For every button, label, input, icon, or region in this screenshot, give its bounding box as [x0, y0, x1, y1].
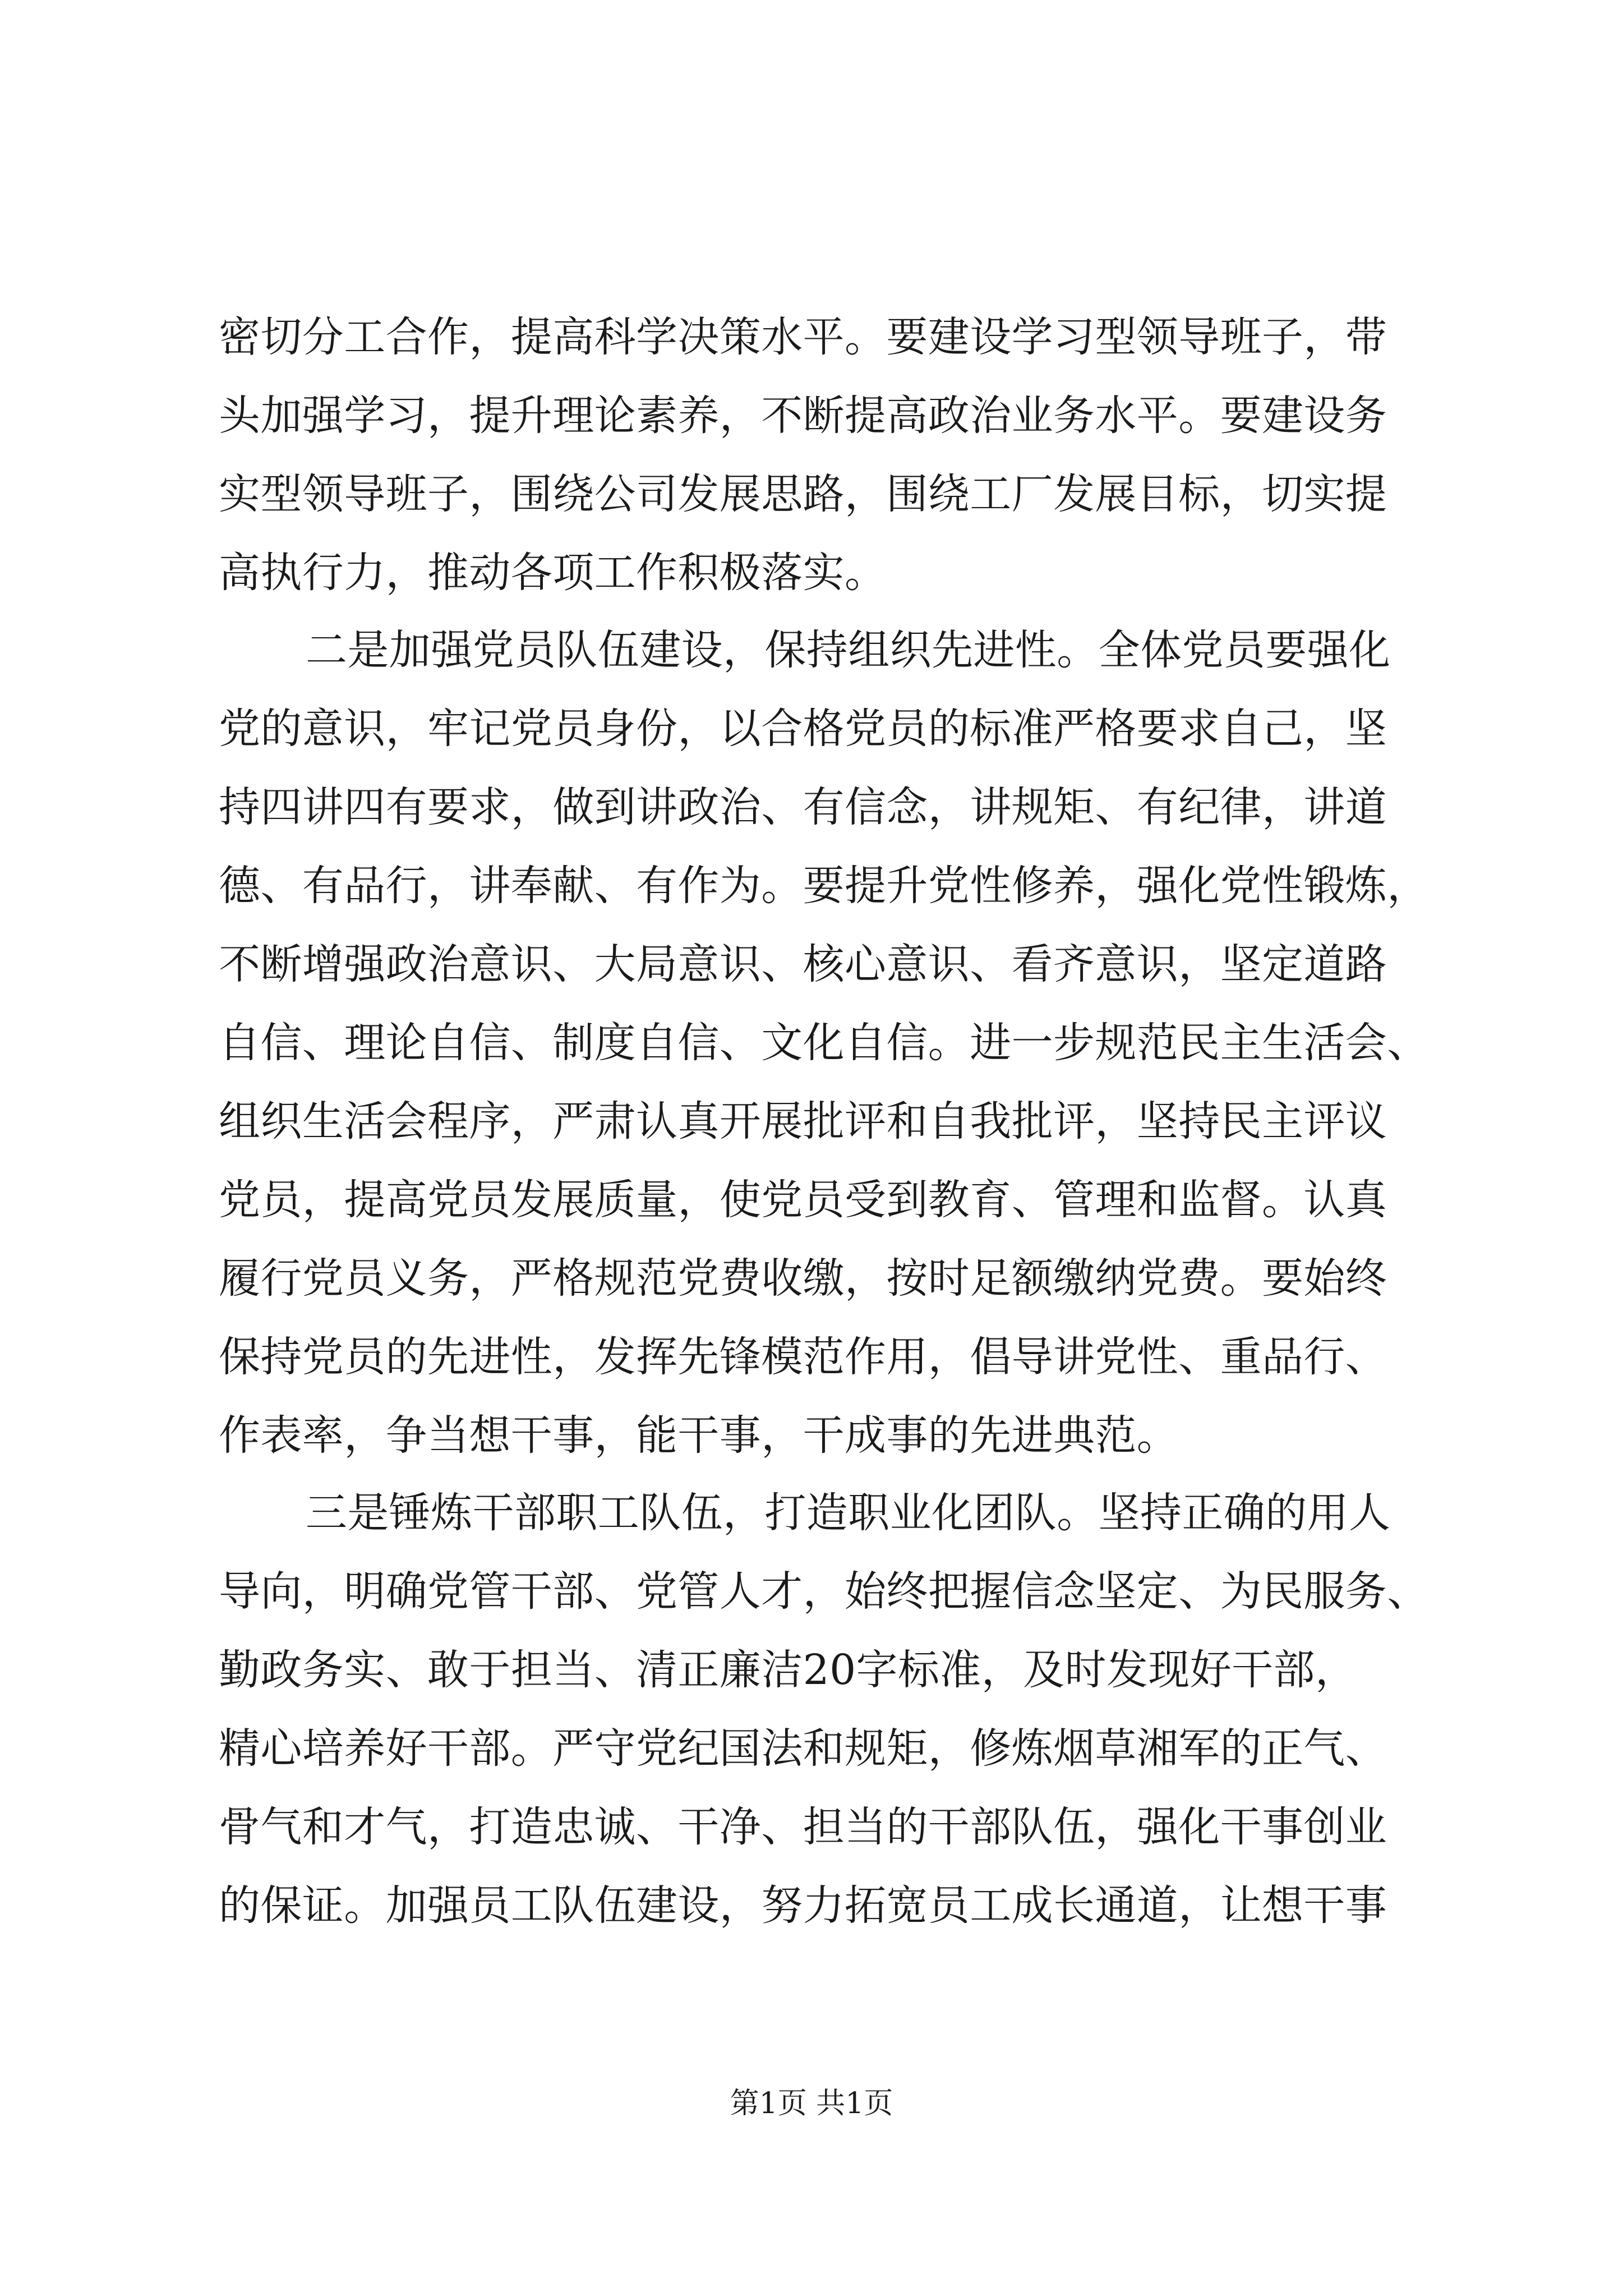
text-line: 头加强学习，提升理论素养，不断提高政治业务水平。要建设务: [219, 392, 1387, 440]
text-line: 勤政务实、敢于担当、清正廉洁20字标准，及时发现好干部，: [219, 1646, 1357, 1694]
text-line: 自信、理论自信、制度自信、文化自信。进一步规范民主生活会、: [219, 1019, 1429, 1067]
text-line: 的保证。加强员工队伍建设，努力拓宽员工成长通道，让想干事: [219, 1881, 1387, 1930]
text-line: 德、有品行，讲奉献、有作为。要提升党性修养，强化党性锻炼，: [219, 862, 1429, 910]
text-line: 高执行力，推动各项工作积极落实。: [219, 549, 887, 597]
text-line: 党员，提高党员发展质量，使党员受到教育、管理和监督。认真: [219, 1176, 1387, 1224]
text-line: 党的意识，牢记党员身份，以合格党员的标准严格要求自己，坚: [219, 705, 1387, 753]
text-line: 密切分工合作，提高科学决策水平。要建设学习型领导班子，带: [219, 313, 1387, 361]
text-line: 精心培养好干部。严守党纪国法和规矩，修炼烟草湘军的正气、: [219, 1724, 1387, 1773]
paragraph-first-line: 二是加强党员队伍建设，保持组织先进性。全体党员要强化: [306, 626, 1391, 674]
text-line: 实型领导班子，围绕公司发展思路，围绕工厂发展目标，切实提: [219, 470, 1387, 518]
paragraph-first-line: 三是锤炼干部职工队伍，打造职业化团队。坚持正确的用人: [306, 1489, 1391, 1537]
text-line: 导向，明确党管干部、党管人才，始终把握信念坚定、为民服务、: [219, 1567, 1429, 1616]
page-footer: 第1页 共1页: [730, 2087, 893, 2120]
text-line: 骨气和才气，打造忠诚、干净、担当的干部队伍，强化干事创业: [219, 1803, 1387, 1851]
text-line: 组织生活会程序，严肃认真开展批评和自我批评，坚持民主评议: [219, 1097, 1387, 1145]
text-line: 保持党员的先进性，发挥先锋模范作用，倡导讲党性、重品行、: [219, 1333, 1387, 1381]
text-line: 履行党员义务，严格规范党费收缴，按时足额缴纳党费。要始终: [219, 1254, 1387, 1303]
text-line: 作表率，争当想干事，能干事，干成事的先进典范。: [219, 1411, 1179, 1460]
text-line: 持四讲四有要求，做到讲政治、有信念，讲规矩、有纪律，讲道: [219, 783, 1387, 831]
text-line: 不断增强政治意识、大局意识、核心意识、看齐意识，坚定道路: [219, 940, 1387, 988]
